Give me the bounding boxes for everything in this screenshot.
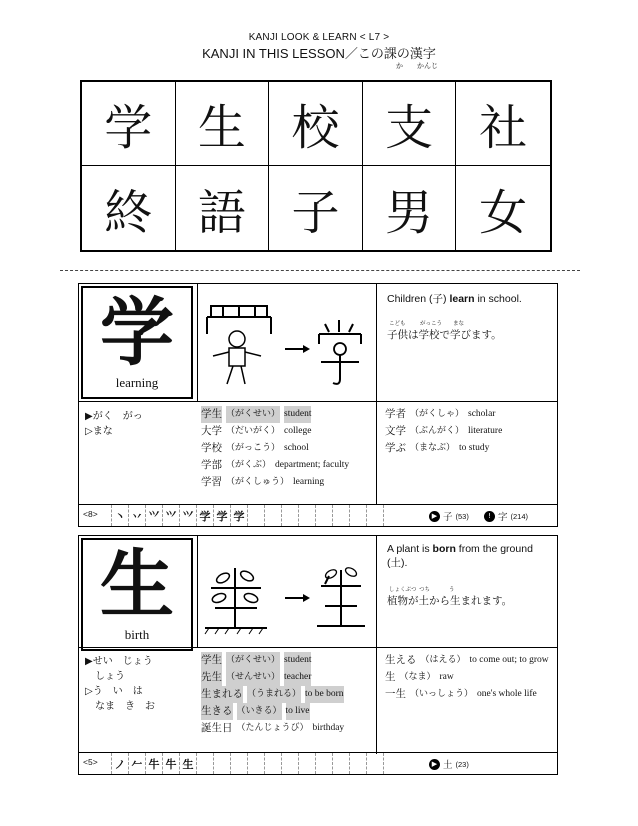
stroke-step: 牛	[162, 753, 179, 774]
kanji-meaning: birth	[124, 627, 150, 642]
kanji-grid	[80, 80, 552, 252]
stroke-step: ⺍	[179, 505, 196, 526]
stroke-step: 学	[196, 505, 213, 526]
word-entry: 先生 （せんせい） teacher	[201, 669, 344, 686]
stroke-count: <8>	[83, 509, 98, 519]
word-list-right	[385, 406, 502, 457]
word-entry: 生 （なま） raw	[385, 671, 454, 683]
kanji-cell: 学	[82, 82, 176, 166]
word-entry: 学生 （がくせい） student	[201, 652, 344, 669]
kanji-cell: 女	[479, 184, 528, 241]
play-icon: ▶	[429, 511, 440, 522]
divider	[376, 536, 377, 647]
stroke-step: 牛	[145, 753, 162, 774]
ruby-kanji: かんじ	[417, 62, 438, 70]
divider	[376, 401, 377, 504]
story-jp: 子供は学校で学びます。	[387, 329, 502, 341]
word-entry: 生まれる （うまれる） to be born	[201, 686, 344, 703]
word-list-left	[201, 652, 344, 737]
stroke-count: <5>	[83, 757, 98, 767]
word-entry: 学習 （がくしゅう） learning	[201, 476, 325, 488]
story-en: Children (子) learn in school.	[387, 293, 522, 305]
word-list-left	[201, 406, 349, 491]
kanji-cell: 支	[363, 82, 457, 166]
stroke-order-row	[79, 752, 557, 774]
kanji-card-learning	[78, 283, 558, 527]
related-kanji: ▶ 子 (53)	[429, 509, 469, 523]
word-entry: 学ぶ （まなぶ） to study	[385, 442, 490, 454]
play-icon: ▶	[429, 759, 440, 770]
related-kanji: ▶ 土 (23)	[429, 757, 469, 771]
stroke-step: 丷	[128, 505, 145, 526]
lesson-subtitle	[0, 43, 638, 62]
kanji-cell: 社	[456, 82, 550, 166]
stroke-step: 学	[230, 505, 247, 526]
stroke-step: ⺍	[145, 505, 162, 526]
stroke-step: 丶	[111, 505, 128, 526]
big-kanji-box	[81, 538, 193, 651]
stroke-step: ノ	[111, 753, 128, 774]
story-en: A plant is born from the ground (土).	[387, 543, 533, 569]
subtitle-jp: ／この課の漢字	[344, 47, 436, 62]
mnemonic-illustration	[201, 550, 376, 640]
word-list-right	[385, 652, 549, 703]
word-entry: 大学 （だいがく） college	[201, 425, 312, 437]
kanji-cell: 校	[269, 82, 363, 166]
ruby: う	[449, 587, 455, 593]
divider	[197, 536, 198, 647]
word-entry: 一生 （いっしょう） one's whole life	[385, 688, 537, 700]
word-entry: 学者 （がくしゃ） scholar	[385, 408, 496, 420]
kanji-card-birth	[78, 535, 558, 775]
subtitle-en: KANJI IN THIS LESSON	[202, 46, 345, 61]
stroke-step: ⺍	[162, 505, 179, 526]
stroke-step: 𠂉	[128, 753, 145, 774]
big-kanji: 生	[100, 542, 174, 628]
ruby: まな	[453, 321, 465, 327]
stroke-order-row	[79, 504, 557, 526]
ruby: がっこう	[420, 321, 443, 327]
word-entry: 学校 （がっこう） school	[201, 442, 309, 454]
stroke-step: 生	[179, 753, 196, 774]
kanji-cell: 子	[269, 166, 363, 250]
word-entry: 生きる （いきる） to live	[201, 703, 344, 720]
confusable-kanji: ! 字 (214)	[484, 509, 528, 523]
readings: ▶がく がっ ▷まな	[85, 411, 143, 437]
lesson-title: KANJI LOOK & LEARN < L7 >	[248, 32, 390, 43]
kanji-cell: 終	[82, 166, 176, 250]
divider	[79, 401, 557, 402]
ruby-ka: か	[396, 62, 403, 70]
mnemonic-illustration	[201, 294, 376, 394]
warning-icon: !	[484, 511, 495, 522]
story-jp: 植物が土から生まれます。	[387, 595, 513, 607]
divider	[197, 284, 198, 401]
word-entry: 生える （はえる） to come out; to grow	[385, 654, 549, 666]
big-kanji-box	[81, 286, 193, 399]
stroke-step: 学	[213, 505, 230, 526]
divider	[376, 284, 377, 401]
ruby: こども	[389, 321, 406, 327]
word-entry: 学生 （がくせい） student	[201, 406, 349, 423]
word-entry: 誕生日 （たんじょうび） birthday	[201, 722, 345, 734]
ruby: しょくぶつ	[389, 587, 417, 593]
readings: ▶せい じょう しょう ▷う い は なま き お	[85, 656, 155, 712]
cut-line	[60, 270, 580, 271]
ruby: つち	[419, 587, 431, 593]
word-entry: 文学 （ぶんがく） literature	[385, 425, 503, 437]
divider	[376, 647, 377, 754]
kanji-cell: 男	[363, 166, 457, 250]
kanji-meaning: learning	[115, 375, 159, 390]
kanji-cell: 語	[176, 166, 270, 250]
divider	[79, 647, 557, 648]
kanji-cell: 生	[176, 82, 270, 166]
word-entry: 学部 （がくぶ） department; faculty	[201, 459, 350, 471]
big-kanji: 学	[100, 290, 174, 376]
